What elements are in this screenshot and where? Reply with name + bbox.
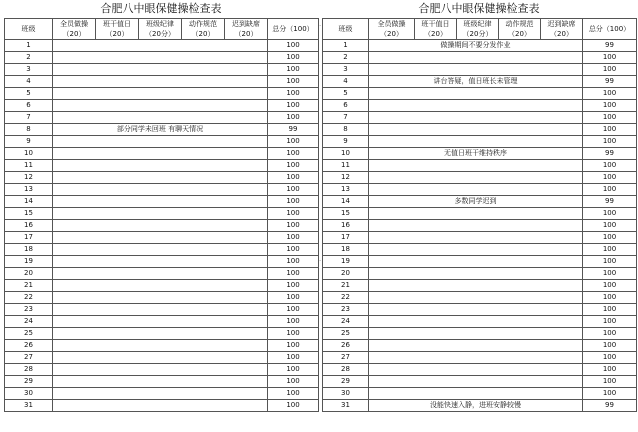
table-row (5, 304, 319, 316)
total-score-cell: 100 (268, 184, 319, 196)
class-number-cell: 30 (323, 388, 369, 400)
table-row (5, 268, 319, 280)
table-row (5, 232, 319, 244)
total-score-cell: 100 (268, 364, 319, 376)
class-number-cell: 6 (5, 100, 53, 112)
table-row (5, 172, 319, 184)
left-sheet-title: 合肥八中眼保健操检查表 (100, 2, 222, 15)
remark-cell (53, 40, 268, 52)
total-score-cell: 99 (583, 40, 637, 52)
class-number-cell: 11 (5, 160, 53, 172)
remark-cell (369, 340, 583, 352)
remark-cell (369, 256, 583, 268)
total-score-cell: 100 (268, 208, 319, 220)
table-row (323, 220, 637, 232)
class-number-cell: 29 (323, 376, 369, 388)
remark-cell (53, 208, 268, 220)
class-number-cell: 24 (323, 316, 369, 328)
remark-cell (53, 256, 268, 268)
class-number-cell: 8 (323, 124, 369, 136)
table-row (5, 292, 319, 304)
class-number-cell: 16 (323, 220, 369, 232)
class-number-cell: 14 (323, 196, 369, 208)
total-score-cell: 100 (268, 100, 319, 112)
table-row (5, 76, 319, 88)
class-number-cell: 30 (5, 388, 53, 400)
remark-cell (369, 328, 583, 340)
table-row (5, 40, 319, 52)
left-sheet (4, 0, 318, 412)
class-number-cell: 20 (323, 268, 369, 280)
class-number-cell: 26 (5, 340, 53, 352)
total-score-cell: 100 (268, 148, 319, 160)
class-number-cell: 1 (323, 40, 369, 52)
class-number-cell: 24 (5, 316, 53, 328)
total-score-cell: 100 (268, 316, 319, 328)
total-score-cell: 100 (268, 244, 319, 256)
remark-cell (369, 172, 583, 184)
class-number-cell: 10 (323, 148, 369, 160)
table-row (323, 64, 637, 76)
total-score-cell: 100 (268, 304, 319, 316)
remark-cell (369, 232, 583, 244)
remark-cell (53, 160, 268, 172)
remark-cell (53, 400, 268, 412)
class-number-cell: 28 (323, 364, 369, 376)
remark-cell: 无值日班干维持秩序 (369, 148, 583, 160)
right-table-body (323, 40, 637, 412)
class-number-cell: 21 (5, 280, 53, 292)
class-number-cell: 3 (323, 64, 369, 76)
class-number-cell: 2 (323, 52, 369, 64)
total-score-cell: 100 (268, 400, 319, 412)
table-row (323, 292, 637, 304)
table-row (323, 208, 637, 220)
total-score-cell: 100 (583, 256, 637, 268)
total-score-cell: 100 (268, 232, 319, 244)
total-score-cell: 100 (268, 64, 319, 76)
class-number-cell: 27 (323, 352, 369, 364)
remark-cell (369, 388, 583, 400)
total-score-cell: 100 (583, 172, 637, 184)
left-inspection-table (4, 18, 322, 412)
total-score-cell: 100 (583, 136, 637, 148)
class-number-cell: 7 (323, 112, 369, 124)
total-score-cell: 100 (268, 328, 319, 340)
class-number-cell: 19 (5, 256, 53, 268)
class-number-cell: 15 (5, 208, 53, 220)
header-full-attendance: 全员做操 （20） (369, 19, 415, 40)
total-score-cell: 100 (583, 160, 637, 172)
table-row (323, 256, 637, 268)
remark-cell: 讲台答疑，值日班长未管理 (369, 76, 583, 88)
class-number-cell: 22 (323, 292, 369, 304)
class-number-cell: 18 (5, 244, 53, 256)
total-score-cell: 100 (583, 112, 637, 124)
class-number-cell: 2 (5, 52, 53, 64)
table-row (323, 136, 637, 148)
remark-cell (53, 364, 268, 376)
remark-cell (369, 184, 583, 196)
remark-cell (53, 184, 268, 196)
table-header-row (323, 19, 637, 40)
total-score-cell: 100 (583, 292, 637, 304)
total-score-cell: 100 (583, 124, 637, 136)
table-row (5, 376, 319, 388)
remark-cell (369, 220, 583, 232)
table-row (323, 52, 637, 64)
table-row (5, 160, 319, 172)
table-row (323, 160, 637, 172)
total-score-cell: 100 (268, 280, 319, 292)
right-sheet-title: 合肥八中眼保健操检查表 (418, 2, 540, 15)
table-row (5, 64, 319, 76)
right-inspection-table (322, 18, 637, 412)
total-score-cell: 100 (268, 376, 319, 388)
total-score-cell: 100 (583, 376, 637, 388)
total-score-cell: 99 (583, 76, 637, 88)
total-score-cell: 100 (583, 52, 637, 64)
total-score-cell: 100 (268, 172, 319, 184)
remark-cell (53, 340, 268, 352)
remark-cell (53, 76, 268, 88)
remark-cell (369, 292, 583, 304)
remark-cell (369, 352, 583, 364)
table-row (5, 124, 319, 136)
remark-cell (369, 316, 583, 328)
class-number-cell: 5 (323, 88, 369, 100)
remark-cell (53, 100, 268, 112)
table-row (5, 244, 319, 256)
table-row (323, 244, 637, 256)
table-row (323, 376, 637, 388)
total-score-cell: 99 (583, 196, 637, 208)
total-score-cell: 100 (268, 112, 319, 124)
remark-cell (53, 232, 268, 244)
table-row (5, 220, 319, 232)
class-number-cell: 6 (323, 100, 369, 112)
total-score-cell: 100 (583, 328, 637, 340)
total-score-cell: 100 (268, 292, 319, 304)
table-row (323, 100, 637, 112)
table-row (5, 256, 319, 268)
remark-cell (53, 88, 268, 100)
class-number-cell: 31 (323, 400, 369, 412)
class-number-cell: 21 (323, 280, 369, 292)
table-row (5, 184, 319, 196)
total-score-cell: 99 (583, 400, 637, 412)
remark-cell (369, 364, 583, 376)
remark-cell (53, 196, 268, 208)
table-row (5, 208, 319, 220)
remark-cell: 多数同学迟到 (369, 196, 583, 208)
page-break-marker: · (319, 22, 322, 30)
remark-cell (53, 268, 268, 280)
remark-cell (53, 52, 268, 64)
class-number-cell: 17 (323, 232, 369, 244)
total-score-cell: 100 (583, 88, 637, 100)
remark-cell (369, 376, 583, 388)
class-number-cell: 25 (5, 328, 53, 340)
class-number-cell: 1 (5, 40, 53, 52)
remark-cell (53, 304, 268, 316)
table-row (5, 148, 319, 160)
table-row (5, 100, 319, 112)
class-number-cell: 19 (323, 256, 369, 268)
total-score-cell: 100 (268, 256, 319, 268)
class-number-cell: 5 (5, 88, 53, 100)
table-row (5, 52, 319, 64)
table-row (323, 76, 637, 88)
class-number-cell: 9 (5, 136, 53, 148)
remark-cell: 部分同学未回班 有聊天情况 (53, 124, 268, 136)
table-row (323, 268, 637, 280)
right-sheet (322, 0, 636, 412)
table-row (5, 280, 319, 292)
table-row (5, 400, 319, 412)
table-header-row (5, 19, 319, 40)
class-number-cell: 18 (323, 244, 369, 256)
total-score-cell: 100 (268, 52, 319, 64)
left-table-body (5, 40, 322, 412)
total-score-cell: 100 (583, 268, 637, 280)
header-class: 班级 (323, 19, 369, 40)
table-row (323, 388, 637, 400)
table-row (323, 148, 637, 160)
header-total: 总分（100） (583, 19, 637, 40)
remark-cell (369, 208, 583, 220)
total-score-cell: 100 (268, 76, 319, 88)
total-score-cell: 100 (583, 64, 637, 76)
table-row (323, 304, 637, 316)
remark-cell (53, 388, 268, 400)
total-score-cell: 100 (268, 220, 319, 232)
total-score-cell: 100 (268, 340, 319, 352)
class-number-cell: 25 (323, 328, 369, 340)
page-break-marker: · (319, 257, 322, 265)
remark-cell (369, 268, 583, 280)
table-row (5, 136, 319, 148)
class-number-cell: 4 (5, 76, 53, 88)
class-number-cell: 28 (5, 364, 53, 376)
class-number-cell: 8 (5, 124, 53, 136)
class-number-cell: 4 (323, 76, 369, 88)
remark-cell (369, 280, 583, 292)
remark-cell (369, 160, 583, 172)
table-row (5, 364, 319, 376)
table-row (5, 388, 319, 400)
remark-cell (53, 280, 268, 292)
class-number-cell: 26 (323, 340, 369, 352)
header-lateness: 迟到缺席 （20） (225, 19, 268, 40)
header-full-attendance: 全员做操 （20） (53, 19, 96, 40)
remark-cell (53, 316, 268, 328)
class-number-cell: 12 (323, 172, 369, 184)
class-number-cell: 12 (5, 172, 53, 184)
table-row (5, 196, 319, 208)
remark-cell (369, 88, 583, 100)
class-number-cell: 27 (5, 352, 53, 364)
table-row (323, 316, 637, 328)
class-number-cell: 23 (323, 304, 369, 316)
total-score-cell: 100 (583, 340, 637, 352)
total-score-cell: 100 (583, 100, 637, 112)
header-lateness: 迟到缺席 （20） (541, 19, 583, 40)
class-number-cell: 31 (5, 400, 53, 412)
table-row (323, 280, 637, 292)
class-number-cell: 15 (323, 208, 369, 220)
total-score-cell: 100 (583, 364, 637, 376)
remark-cell (53, 352, 268, 364)
total-score-cell: 99 (268, 124, 319, 136)
remark-cell (53, 328, 268, 340)
table-row (5, 352, 319, 364)
remark-cell (53, 136, 268, 148)
remark-cell (53, 220, 268, 232)
table-row (323, 400, 637, 412)
class-number-cell: 23 (5, 304, 53, 316)
remark-cell (369, 100, 583, 112)
header-discipline: 班级纪律 （20分） (457, 19, 499, 40)
table-row (323, 40, 637, 52)
header-class: 班级 (5, 19, 53, 40)
total-score-cell: 100 (268, 268, 319, 280)
remark-cell (369, 52, 583, 64)
total-score-cell: 100 (583, 280, 637, 292)
header-movement: 动作规范 （20） (499, 19, 541, 40)
table-row (5, 88, 319, 100)
total-score-cell: 100 (268, 160, 319, 172)
class-number-cell: 9 (323, 136, 369, 148)
remark-cell (53, 64, 268, 76)
remark-cell (369, 64, 583, 76)
remark-cell (369, 304, 583, 316)
remark-cell (53, 172, 268, 184)
remark-cell (369, 124, 583, 136)
table-row (5, 316, 319, 328)
table-row (323, 352, 637, 364)
remark-cell (369, 112, 583, 124)
remark-cell (369, 136, 583, 148)
total-score-cell: 100 (583, 244, 637, 256)
table-row (323, 124, 637, 136)
class-number-cell: 13 (5, 184, 53, 196)
remark-cell (369, 244, 583, 256)
total-score-cell: 100 (583, 208, 637, 220)
table-row (323, 328, 637, 340)
header-total: 总分（100） (268, 19, 319, 40)
total-score-cell: 100 (268, 40, 319, 52)
header-movement: 动作规范 （20） (182, 19, 225, 40)
table-row (5, 112, 319, 124)
total-score-cell: 100 (583, 220, 637, 232)
remark-cell (53, 148, 268, 160)
class-number-cell: 17 (5, 232, 53, 244)
total-score-cell: 100 (583, 232, 637, 244)
remark-cell (53, 244, 268, 256)
remark-cell: 没能快速入静，进班安静较慢 (369, 400, 583, 412)
class-number-cell: 10 (5, 148, 53, 160)
table-row (323, 232, 637, 244)
class-number-cell: 3 (5, 64, 53, 76)
remark-cell (53, 376, 268, 388)
total-score-cell: 100 (268, 388, 319, 400)
table-row (323, 184, 637, 196)
class-number-cell: 13 (323, 184, 369, 196)
remark-cell: 做操期间不要分发作业 (369, 40, 583, 52)
class-number-cell: 22 (5, 292, 53, 304)
table-row (323, 88, 637, 100)
total-score-cell: 100 (268, 88, 319, 100)
table-row (5, 340, 319, 352)
total-score-cell: 100 (268, 352, 319, 364)
class-number-cell: 20 (5, 268, 53, 280)
remark-cell (53, 112, 268, 124)
total-score-cell: 100 (583, 316, 637, 328)
class-number-cell: 29 (5, 376, 53, 388)
table-row (323, 340, 637, 352)
table-row (5, 328, 319, 340)
table-row (323, 196, 637, 208)
total-score-cell: 100 (583, 184, 637, 196)
table-row (323, 172, 637, 184)
header-duty-cadre: 班干值日 （20） (415, 19, 457, 40)
class-number-cell: 16 (5, 220, 53, 232)
class-number-cell: 7 (5, 112, 53, 124)
total-score-cell: 99 (583, 148, 637, 160)
remark-cell (53, 292, 268, 304)
header-discipline: 班级纪律 （20分） (139, 19, 182, 40)
class-number-cell: 11 (323, 160, 369, 172)
table-row (323, 364, 637, 376)
total-score-cell: 100 (583, 352, 637, 364)
total-score-cell: 100 (583, 388, 637, 400)
total-score-cell: 100 (583, 304, 637, 316)
class-number-cell: 14 (5, 196, 53, 208)
total-score-cell: 100 (268, 196, 319, 208)
header-duty-cadre: 班干值日 （20） (96, 19, 139, 40)
table-row (323, 112, 637, 124)
total-score-cell: 100 (268, 136, 319, 148)
